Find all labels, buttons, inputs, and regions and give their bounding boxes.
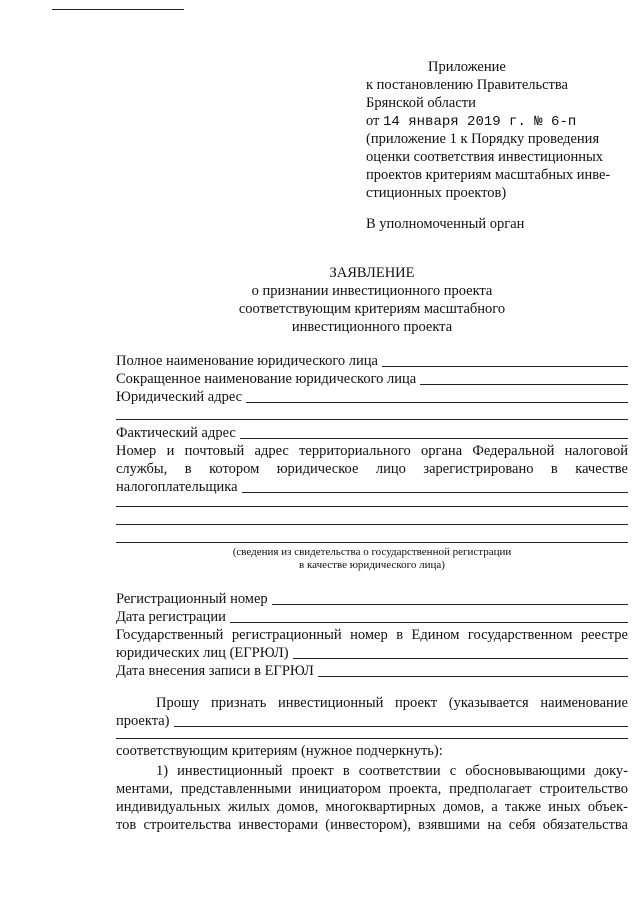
appendix-note-2: оценки соответствия инвестиционных: [366, 149, 603, 165]
project-name-label: проекта): [116, 713, 170, 729]
legal-address-blank[interactable]: [246, 402, 628, 403]
legal-address-label: Юридический адрес: [116, 389, 243, 405]
document-subtitle-3: инвестиционного проекта: [291, 319, 453, 335]
state-reg-line-1: Государственный регистрационный номер в Едином государственном реестре: [116, 627, 628, 643]
top-rule: [52, 9, 184, 10]
full-name-blank[interactable]: [382, 366, 628, 367]
appendix-date: [366, 112, 576, 131]
reg-date-blank[interactable]: [230, 622, 628, 623]
reg-number-blank[interactable]: [272, 604, 628, 605]
date-value: 14 января 2019 г. № 6-п: [383, 114, 577, 130]
actual-address-field: [116, 424, 628, 442]
actual-address-blank[interactable]: [240, 438, 628, 439]
taxpayer-field: [116, 478, 628, 496]
short-name-field: [116, 370, 628, 388]
state-reg-label: юридических лиц (ЕГРЮЛ): [116, 645, 289, 661]
item-1-line-1: 1) инвестиционный проект в соответствии с обосновывающими доку-: [156, 763, 628, 779]
reg-date-label: Дата регистрации: [116, 609, 226, 625]
full-name-field: [116, 352, 628, 370]
appendix-note-1: (приложение 1 к Порядку проведения: [366, 131, 600, 147]
request-line-1: Прошу признать инвестиционный проект (указывается наименование: [156, 695, 628, 711]
reg-date-field: [116, 608, 628, 626]
project-name-field: [116, 712, 628, 730]
reg-number-field: [116, 590, 628, 608]
entry-date-blank[interactable]: [318, 676, 628, 677]
short-name-label: Сокращенное наименование юридического лица: [116, 371, 417, 387]
registration-note-1: (сведения из свидетельства о государственной регистрации: [232, 546, 512, 558]
appendix-line-2: Брянской области: [366, 95, 476, 111]
legal-address-field: [116, 388, 628, 406]
tax-office-line-2: службы, в котором юридическое лицо зарегистрировано в качестве: [116, 461, 628, 477]
item-1-line-2: ментами, представленными инициатором проекта, предполагает строительство: [116, 781, 628, 797]
reg-number-label: Регистрационный номер: [116, 591, 268, 607]
date-prefix: от: [366, 113, 380, 129]
state-reg-blank[interactable]: [293, 658, 628, 659]
state-reg-field: [116, 644, 628, 662]
legal-address-extra-line[interactable]: [116, 419, 628, 420]
document-subtitle-2: соответствующим критериям масштабного: [238, 301, 506, 317]
document-subtitle-1: о признании инвестиционного проекта: [251, 283, 493, 299]
appendix-note-3: проектов критериям масштабных инве-: [366, 167, 611, 183]
appendix-title: Приложение: [428, 59, 506, 75]
tax-office-line-1: Номер и почтовый адрес территориального органа Федеральной налоговой: [116, 443, 628, 459]
project-name-extra-line[interactable]: [116, 738, 628, 739]
taxpayer-label: налогоплательщика: [116, 479, 238, 495]
full-name-label: Полное наименование юридического лица: [116, 353, 378, 369]
taxpayer-blank[interactable]: [242, 492, 628, 493]
document-title: ЗАЯВЛЕНИЕ: [329, 265, 415, 281]
entry-date-label: Дата внесения записи в ЕГРЮЛ: [116, 663, 314, 679]
criteria-line: соответствующим критериям (нужное подчеркнуть):: [116, 743, 443, 759]
project-name-blank[interactable]: [174, 726, 628, 727]
appendix-line-1: к постановлению Правительства: [366, 77, 568, 93]
item-1-line-4: тов строительства инвесторами (инвестором), взявшими на себя обязательства: [116, 817, 628, 833]
blank-line-3[interactable]: [116, 542, 628, 543]
appendix-note-4: стиционных проектов): [366, 185, 507, 201]
item-1-line-3: индивидуальных жилых домов, многоквартирных домов, а также иных объек-: [116, 799, 628, 815]
short-name-blank[interactable]: [420, 384, 628, 385]
blank-line-1[interactable]: [116, 506, 628, 507]
registration-note-2: в качестве юридического лица): [299, 559, 445, 571]
entry-date-field: [116, 662, 628, 680]
addressee: В уполномоченный орган: [366, 216, 525, 232]
actual-address-label: Фактический адрес: [116, 425, 236, 441]
blank-line-2[interactable]: [116, 524, 628, 525]
